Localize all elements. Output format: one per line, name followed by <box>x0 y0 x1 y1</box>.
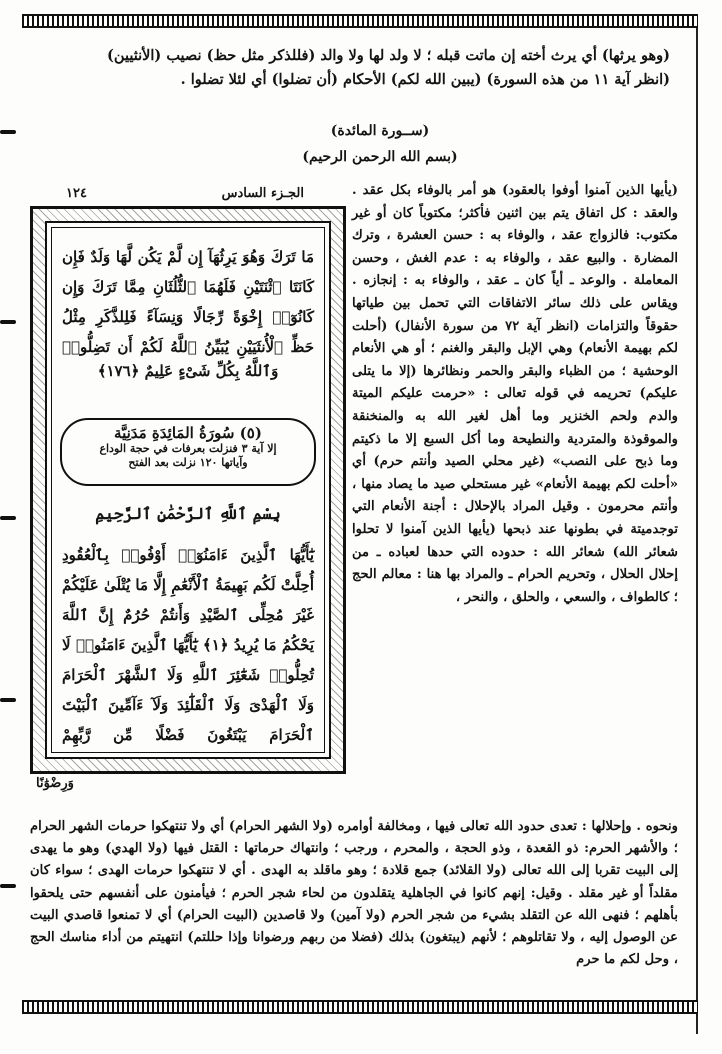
margin-mark <box>0 698 16 702</box>
margin-mark <box>0 884 16 888</box>
cartouche-line: إلا آية ٣ فنزلت بعرفات في حجة الوداع <box>99 442 277 455</box>
cartouche-title: (٥) سُورَةُ المَائِدَةِ مَدَنِيَّة <box>114 424 262 442</box>
commentary-basmala: (بسم الله الرحمن الرحيم) <box>302 149 458 165</box>
margin-mark <box>0 130 16 134</box>
verse-176-end: وَٱللَّهُ بِكُلِّ شَىْءٍ عَلِيمٌ ﴿١٧٦﴾ <box>97 362 279 380</box>
commentary-column <box>352 180 678 609</box>
catchword: وَرِضْوَٰنًا <box>36 776 74 791</box>
commentary-paragraph: ونحوه . وإحلالها : تعدى حدود الله تعالى فيها ، ومخالفة أوامره (ولا الشهر الحرام) أي ولا تنتهكوا حرمات الشهر الحرام ؛ والأشهر الحرم: ذو القعدة ، وذو الحجة ، والمحرم ، ورجب ؛ وانتهاك حرماتها : القتل فيها (ولا الهدي) وهو ما يهدى إلى البيت تقربا إلى الله تعالى (ولا القلائد) جمع قلادة ؛ وهو ماقلد به الهدى . أي لا تنتهكوا حرمات الهدى ؛ سواء كان مقلداً أو غير مقلد . وقيل: إنهم كانوا في الجاهلية يتقلدون من لحاء شجر الحرم ؛ فيأمنون على أنفسهم حتى يلحقوا بأهلهم ؛ فنهى الله عن التقلد بشيء من شجر الحرم (ولا آمين) ولا قاصدين (البيت الحرام) أي لا تمنعوا قاصدي البيت عن الوصول إليه ، ولا تقاتلوهم ؛ لأنهم (يبتغون) بذلك (فضلا من ربهم ورضوانا وإذا حللتم) انتهيتم من أداء مناسك الحج ، وحل لكم ما حرم <box>30 819 678 968</box>
quran-basmala: بِسْمِ ٱللَّهِ ٱلرَّحْمَٰنِ ٱلرَّحِيمِ <box>95 504 281 523</box>
quran-verses-bottom: يَٰٓأَيُّهَا ٱلَّذِينَ ءَامَنُوٓا۟ أَوْفُوا۟ بِٱلْعُقُودِ أُحِلَّتْ لَكُم بَهِيمَةُ ٱلْأَنْعَٰمِ إِلَّا مَا يُتْلَىٰ عَلَيْكُمْ غَيْرَ مُحِلِّى ٱلصَّيْدِ وَأَنتُمْ حُرُمٌ إِنَّ ٱللَّهَ يَحْكُمُ مَا يُرِيدُ ﴿١﴾ يَٰٓأَيُّهَا ٱلَّذِينَ ءَامَنُوا۟ لَا تُحِلُّوا۟ شَعَٰٓئِرَ ٱللَّهِ وَلَا ٱلشَّهْرَ ٱلْحَرَامَ وَلَا ٱلْهَدْىَ وَلَا ٱلْقَلَٰٓئِدَ وَلَآ ءَآمِّينَ ٱلْبَيْتَ ٱلْحَرَامَ يَبْتَغُونَ فَضْلًا مِّن رَّبِّهِمْ <box>62 546 315 744</box>
mushaf-page-header <box>36 186 344 204</box>
quran-verses-top: مَا تَرَكَ وَهُوَ يَرِثُهَآ إِن لَّمْ يَكُن لَّهَا وَلَدٌ فَإِن كَانَتَا ٱثْنَتَيْنِ فَلَهُمَا ٱلثُّلُثَانِ مِمَّا تَرَكَ وَإِن كَانُوٓا۟ إِخْوَةً رِّجَالًا وَنِسَآءً فَلِلذَّكَرِ مِثْلُ حَظِّ ٱلْأُنثَيَيْنِ يُبَيِّنُ ٱللَّهُ لَكُمْ أَن تَضِلُّوا۟ <box>62 248 314 356</box>
text-line: (انظر آية ١١ من هذه السورة) (يبين الله لكم) الأحكام (أن تضلوا) أي لئلا تضلوا . <box>180 71 670 88</box>
bottom-ornamental-border <box>22 1000 698 1014</box>
bottom-commentary <box>30 816 678 971</box>
surah-title: (ســورة المائدة) <box>330 123 430 139</box>
top-commentary <box>30 44 670 92</box>
text-line: (وهو يرثها) أي يرث أخته إن ماتت قبله ؛ لا ولد لها ولا والد (فللذكر مثل حظ) نصيب (الأنثيين) <box>107 47 670 64</box>
margin-mark <box>0 516 16 520</box>
top-ornamental-border <box>22 14 698 28</box>
mushaf-frame <box>30 206 346 774</box>
page-number: ١٢٤ <box>66 186 87 201</box>
surah-cartouche <box>60 418 316 486</box>
juz-label: الجـزء السادس <box>221 186 304 201</box>
commentary-paragraph: (يأيها الذين آمنوا أوفوا بالعقود) هو أمر بالوفاء بكل عقد . والعقد : كل اتفاق يتم بين اثنين فأكثر؛ مكتوباً كان أو غير مكتوب: فالزواج عقد ، والوفاء به : حسن العشرة ، وترك المضارة . والبيع عقد ، والوفاء به : عدم الغش ، وحسن المعاملة . والوعد ـ أياً كان ـ عقد ، والوفاء به : إنجازه . ويقاس على ذلك سائر الاتفاقات التي تحمل بين طياتها حقوقاً والتزامات (انظر آية ٧٢ من سورة الأنفال) (أحلت لكم بهيمة الأنعام) وهي الإبل والبقر والغنم ؛ أو هي الأنعام الوحشية ؛ من الظباء والبقر والحمر ونظائرها (إلا ما يتلى عليكم) تحريمه في قوله تعالى : «حرمت عليكم الميتة والدم ولحم الخنزير وما أهل لغير الله به والمنخنقة والموقوذة والمتردية والنطيحة وما أكل السبع إلا ما ذكيتم وما ذبح على النصب» (غير محلي الصيد وأنتم حرم) أي «أحلت لكم بهيمة الأنعام» غير مستحلي صيد ما يصاد منها ، وأنتم محرمون . وقيل المراد بالإحلال : أجنة الأنعام التي توجدميتة في بطونها عند ذبحها (يأيها الذين آمنوا لا تحلوا شعائر الله) شعائر الله : حدوده التي حدها لعباده ـ من إحلال الحلال ، وتحريم الحرام ـ والمراد بها هنا : معالم الحج ؛ كالطواف ، والسعي ، والحلق ، والنحر ، <box>352 183 678 605</box>
mushaf-text-area <box>45 221 331 759</box>
cartouche-line: وآياتها ١٢٠ نزلت بعد الفتح <box>128 456 248 469</box>
surah-heading <box>300 118 460 170</box>
margin-mark <box>0 320 16 324</box>
